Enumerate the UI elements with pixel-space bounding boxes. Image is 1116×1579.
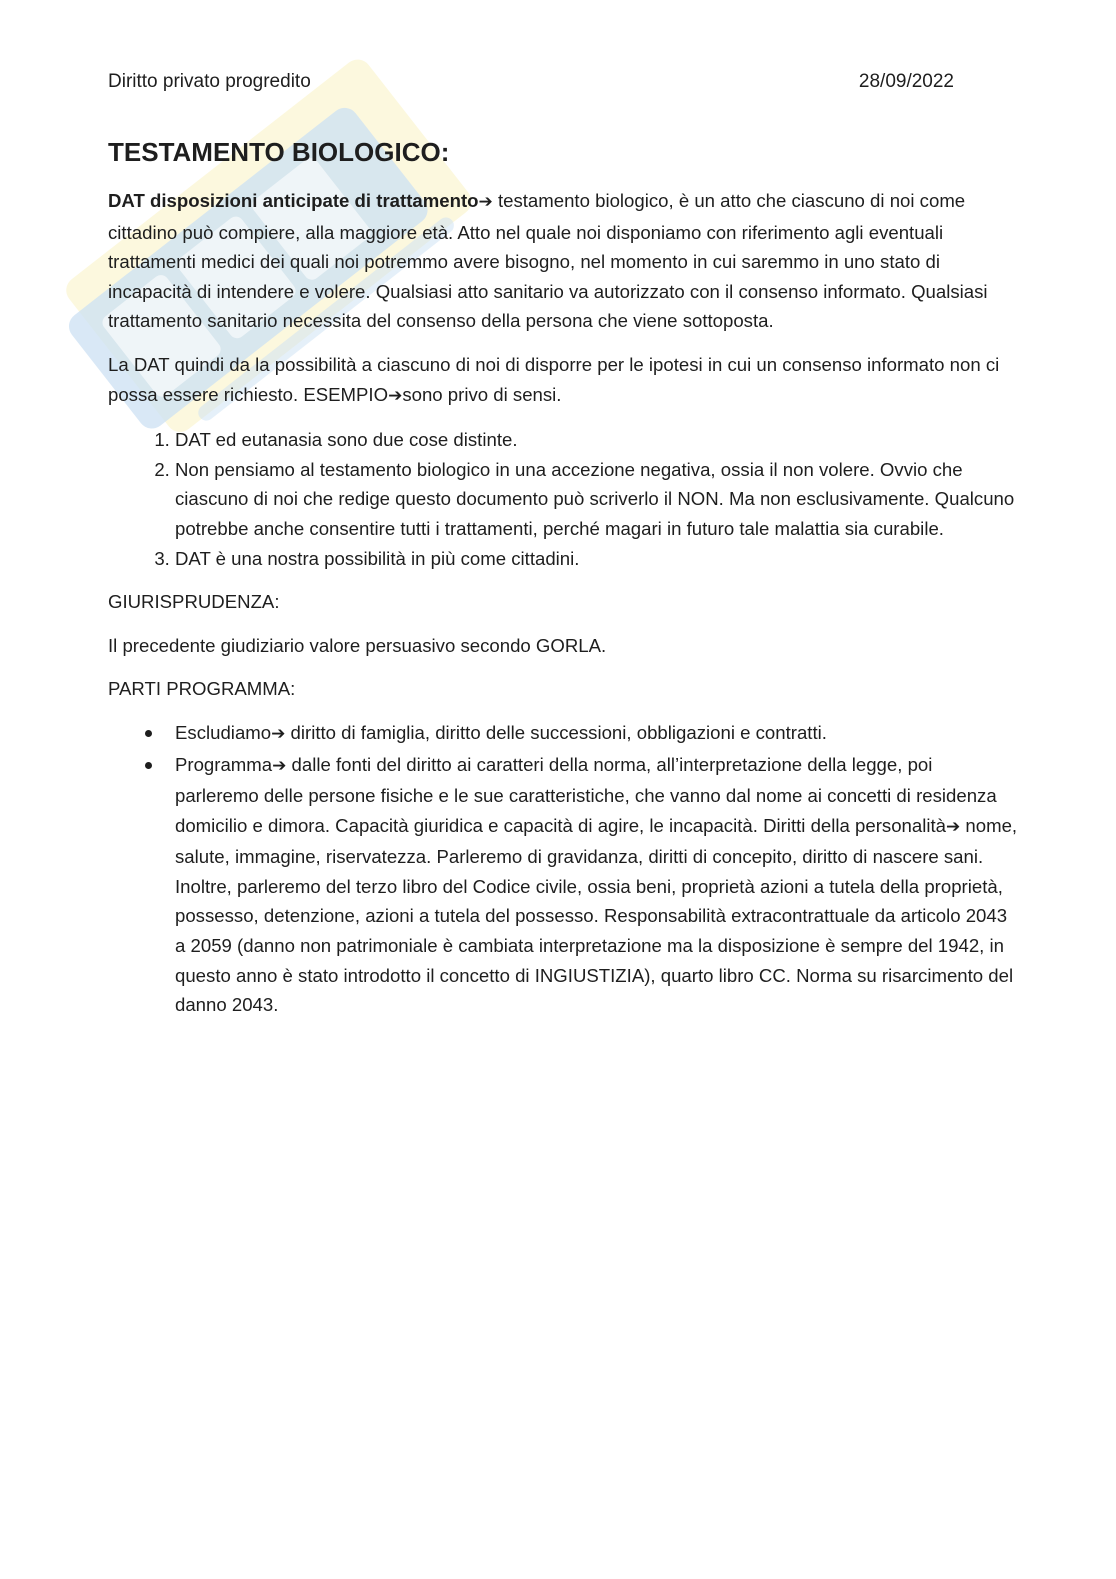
giurisprudenza-text: Il precedente giudiziario valore persuasivo secondo GORLA. (108, 634, 607, 656)
bullet-text: dalle fonti del diritto ai caratteri della norma, all’interpretazione della legge, poi parleremo delle persone fisiche e le sue caratteristiche, che vanno dal nome ai concetti di residenza domicilio e dimora. Capacità giuridica e capacità di agire, le incapacità. Diritti della personalità (175, 753, 997, 836)
course-title: Diritto privato progredito (108, 71, 311, 92)
arrow-icon: ➔ (946, 816, 961, 837)
parti-programma-label: PARTI PROGRAMMA: (108, 678, 296, 700)
intro-text: testamento biologico, è un atto che ciascuno di noi come cittadino può compiere, alla maggiore età. Atto nel quale noi disponiamo con riferimento agli eventuali trattamenti medici dei quali noi potremmo avere bisogno, nel momento in cui saremmo in uno stato di incapacità di intendere e volere. Qualsiasi atto sanitario va autorizzato con il consenso informato. Qualsiasi trattamento sanitario necessita del consenso della persona che viene sottoposta. (108, 190, 988, 332)
list-item: 3. DAT è una nostra possibilità in più come cittadini. (175, 544, 1018, 574)
arrow-icon: ➔ (272, 755, 287, 776)
dat-paragraph (108, 350, 1018, 411)
list-item (175, 718, 1018, 750)
numbered-list (108, 425, 1018, 573)
bullet-text: nome, salute, immagine, riservatezza. Parleremo di gravidanza, diritti di concepito, diritto di nascere sani. Inoltre, parleremo del terzo libro del Codice civile, ossia beni, proprietà azioni a tutela della proprietà, possesso, detenzione, azioni a tutela del possesso. Responsabilità extracontrattuale da articolo 2043 a 2059 (danno non patrimoniale è cambiata interpretazione ma la disposizione è sempre del 1942, in questo anno è stato introdotto il concetto di INGIUSTIZIA), quarto libro CC. Norma su risarcimento del danno 2043. (175, 814, 1018, 1016)
page-title: TESTAMENTO BIOLOGICO: (108, 137, 450, 167)
bullet-list (108, 718, 1018, 1020)
intro-paragraph (108, 186, 1018, 336)
header-date: 28/09/2022 (858, 71, 954, 92)
dat-paragraph-text: La DAT quindi da la possibilità a ciascuno di noi di disporre per le ipotesi in cui un consenso informato non ci possa essere richiesto. ESEMPIO (108, 353, 1000, 405)
giurisprudenza-label: GIURISPRUDENZA: (108, 591, 280, 613)
dat-paragraph-tail: sono privo di sensi. (402, 383, 562, 405)
arrow-icon: ➔ (271, 723, 286, 744)
intro-bold-lead: DAT disposizioni anticipate di trattamento (108, 190, 479, 211)
arrow-icon: ➔ (478, 192, 493, 212)
bullet-lead: Escludiamo (175, 721, 272, 743)
list-item: 1. DAT ed eutanasia sono due cose distinte. (175, 425, 1018, 455)
list-item (175, 750, 1018, 1020)
list-item: 2. Non pensiamo al testamento biologico in una accezione negativa, ossia il non volere. Ovvio che ciascuno di noi che redige questo documento può scriverlo il NON. Ma non esclusivamente. Qualcuno potrebbe anche consentire tutti i trattamenti, perché magari in futuro tale malattia sia curabile. (175, 455, 1018, 544)
document-body (108, 132, 1018, 1034)
bullet-text: diritto di famiglia, diritto delle successioni, obbligazioni e contratti. (285, 721, 827, 743)
bullet-lead: Programma (175, 753, 273, 775)
arrow-icon: ➔ (388, 385, 403, 406)
page-header (108, 68, 954, 96)
